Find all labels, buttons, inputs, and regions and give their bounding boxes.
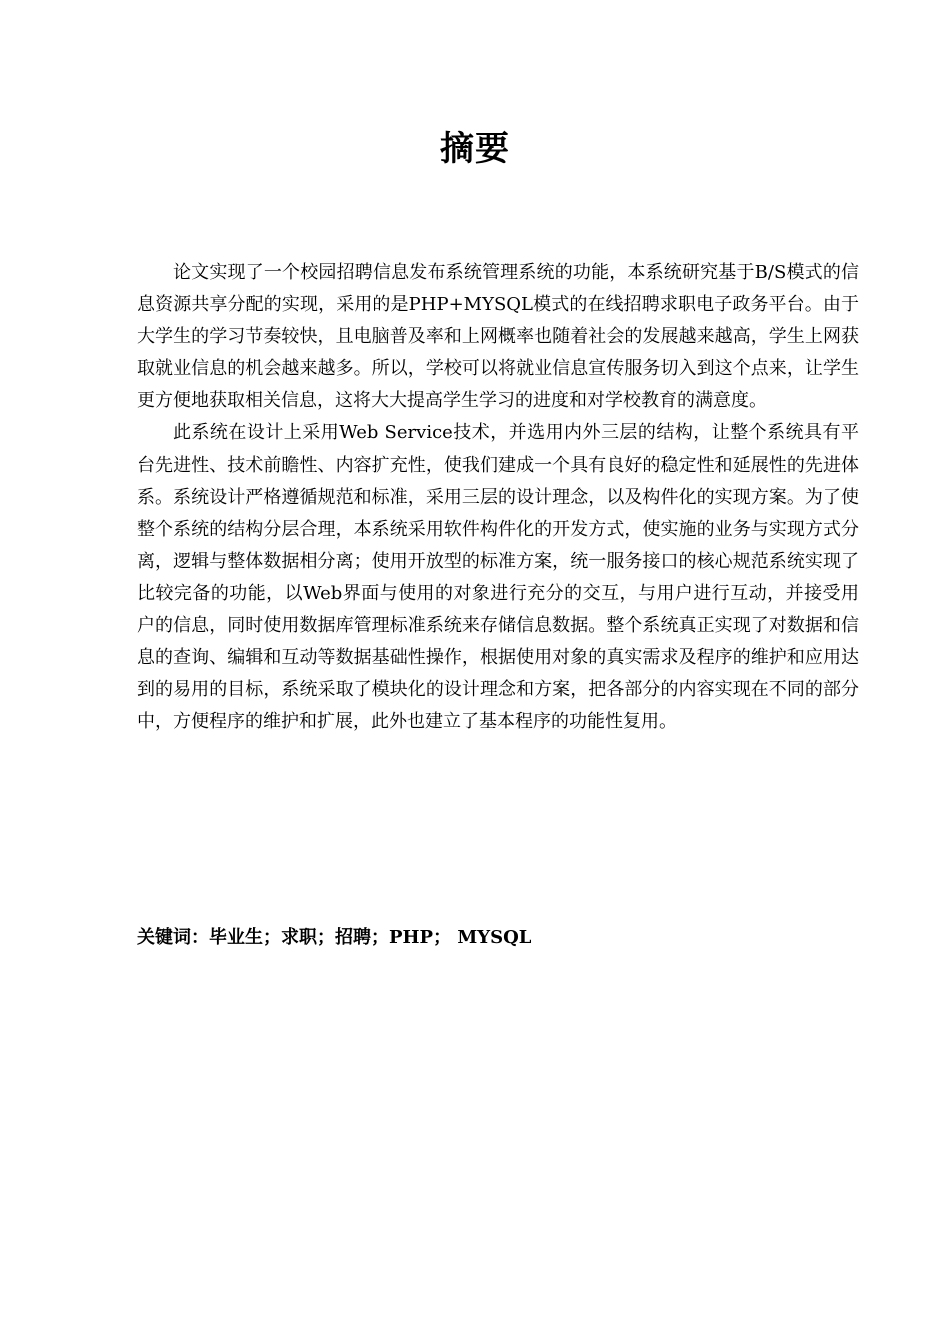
abstract-paragraph-1: 论文实现了一个校园招聘信息发布系统管理系统的功能，本系统研究基于B/S模式的信息资源共享分配的实现，采用的是PHP+MYSQL模式的在线招聘求职电子政务平台。由于大学生的学习节奏较快，且电脑普及率和上网概率也随着社会的发展越来越高，学生上网获取就业信息的机会越来越多。所以，学校可以将就业信息宣传服务切入到这个点来，让学生更方便地获取相关信息，这将大大提高学生学习的进度和对学校教育的满意度。: [137, 262, 859, 412]
abstract-paragraph-2: 此系统在设计上采用Web Service技术，并选用内外三层的结构，让整个系统具有平台先进性、技术前瞻性、内容扩充性，使我们建成一个具有良好的稳定性和延展性的先进体系。系统设计严格遵循规范和标准，采用三层的设计理念，以及构件化的实现方案。为了使整个系统的结构分层合理，本系统采用软件构件化的开发方式，使实施的业务与实现方式分离，逻辑与整体数据相分离；使用开放型的标准方案，统一服务接口的核心规范系统实现了比较完备的功能，以Web界面与使用的对象进行充分的交互，与用户进行互动，并接受用户的信息，同时使用数据库管理标准系统来存储信息数据。整个系统真正实现了对数据和信息的查询、编辑和互动等数据基础性操作，根据使用对象的真实需求及程序的维护和应用达到的易用的目标，系统采取了模块化的设计理念和方案，把各部分的内容实现在不同的部分中，方便程序的维护和扩展，此外也建立了基本程序的功能性复用。: [137, 422, 859, 733]
abstract-title: 摘要: [440, 129, 510, 169]
keywords-line: 关键词：毕业生；求职；招聘；PHP； MYSQL: [137, 927, 532, 948]
abstract-body: [137, 257, 859, 738]
